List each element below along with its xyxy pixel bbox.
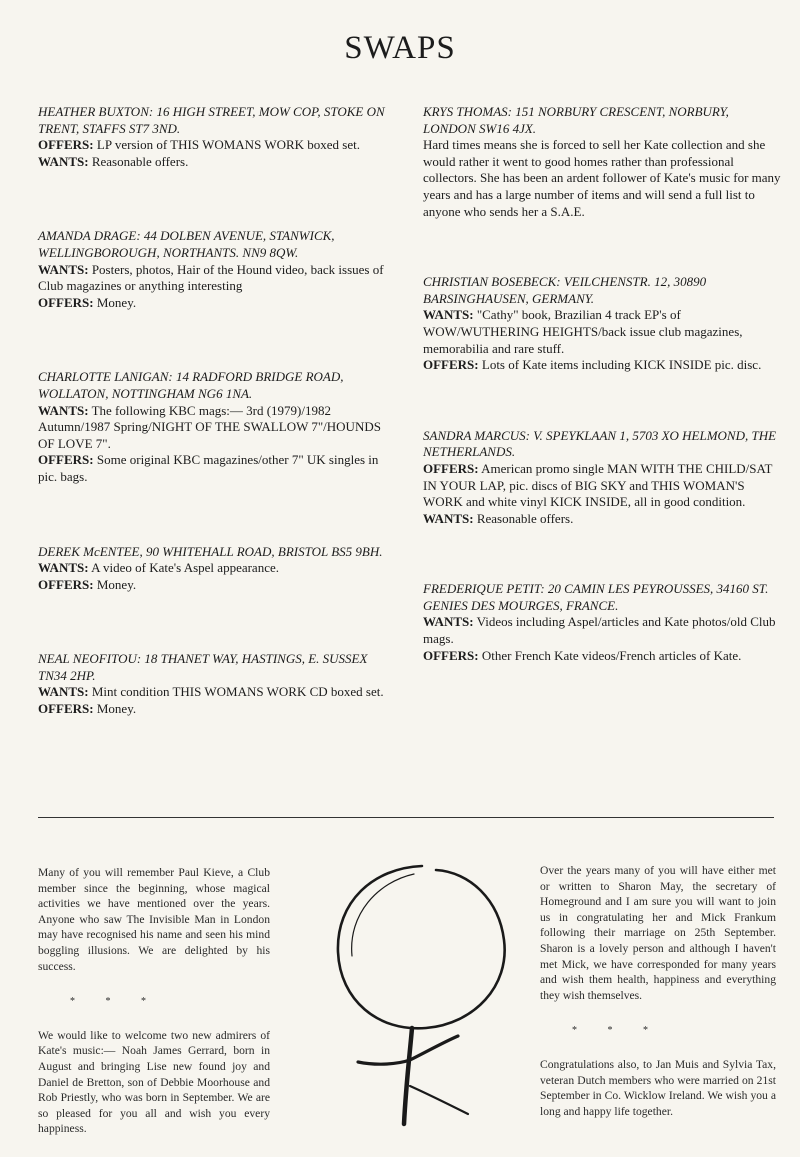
- swap-address: KRYS THOMAS: 151 NORBURY CRESCENT, NORBURY, LONDON SW16 4JX.: [423, 104, 729, 136]
- swap-line: [38, 452, 393, 485]
- swap-line: [38, 701, 393, 718]
- swap-line: [423, 511, 783, 528]
- swap-text: The following KBC mags:— 3rd (1979)/1982 Autumn/1987 Spring/NIGHT OF THE SWALLOW 7"/HOUNDS OF LOVE 7".: [38, 402, 381, 451]
- swap-text: Hard times means she is forced to sell her Kate collection and she would rather it went to good homes rather than professional collectors. She has been an ardent follower of Kate's music for many years and has a large number of items and will send a full list to anyone who sends her a S.A.E.: [423, 137, 781, 219]
- news-right-column: [540, 863, 776, 1119]
- swap-text: Reasonable offers.: [88, 153, 189, 169]
- swap-line: [38, 684, 393, 701]
- swap-text: Reasonable offers.: [473, 510, 574, 526]
- swap-line: [38, 137, 393, 154]
- section-stars: * * *: [572, 1025, 662, 1037]
- swap-address: CHARLOTTE LANIGAN: 14 RADFORD BRIDGE ROAD, WOLLATON, NOTTINGHAM NG6 1NA.: [38, 369, 344, 401]
- swap-text: Lots of Kate items including KICK INSIDE pic. disc.: [478, 357, 762, 373]
- swap-text: Some original KBC magazines/other 7" UK singles in pic. bags.: [38, 452, 379, 484]
- swap-entry: [38, 228, 393, 311]
- swap-label: WANTS:: [38, 153, 89, 169]
- swap-address: FREDERIQUE PETIT: 20 CAMIN LES PEYROUSSES, 34160 ST. GENIES DES MOURGES, FRANCE.: [423, 581, 769, 613]
- swap-label: OFFERS:: [38, 701, 94, 717]
- swap-text: American promo single MAN WITH THE CHILD/SAT IN YOUR LAP, pic. discs of BIG SKY and THIS WOMAN'S WORK and white vinyl KICK INSIDE, all in good condition.: [423, 460, 773, 510]
- news-left-column: [38, 865, 270, 1137]
- swap-entry: [38, 104, 393, 170]
- swap-label: WANTS:: [423, 614, 474, 630]
- swap-label: OFFERS:: [38, 576, 94, 592]
- swap-label: WANTS:: [38, 560, 89, 576]
- swap-label: OFFERS:: [38, 294, 94, 310]
- swap-label: OFFERS:: [423, 460, 479, 476]
- swap-line: [38, 560, 393, 577]
- swap-label: WANTS:: [423, 307, 474, 323]
- swap-line: [423, 461, 783, 511]
- swap-text: Other French Kate videos/French articles of Kate.: [478, 647, 742, 663]
- swap-label: WANTS:: [38, 261, 89, 277]
- swap-entry: [423, 428, 783, 528]
- swap-line: [423, 357, 783, 374]
- swap-line: [423, 648, 783, 665]
- swap-text: Money.: [93, 576, 137, 592]
- swap-line: [38, 295, 393, 312]
- swap-address: AMANDA DRAGE: 44 DOLBEN AVENUE, STANWICK, WELLINGBOROUGH, NORTHANTS. NN9 8QW.: [38, 228, 335, 260]
- symbol-circle-stroke: [338, 866, 505, 1028]
- swap-address: HEATHER BUXTON: 16 HIGH STREET, MOW COP, STOKE ON TRENT, STAFFS ST7 3ND.: [38, 104, 385, 136]
- swap-address: CHRISTIAN BOSEBECK: VEILCHENSTR. 12, 30890 BARSINGHAUSEN, GERMANY.: [423, 274, 707, 306]
- swap-line: [38, 403, 393, 453]
- swap-text: Money.: [93, 701, 137, 717]
- swap-entry: [423, 581, 783, 664]
- swap-text: A video of Kate's Aspel appearance.: [88, 560, 279, 576]
- swap-address: DEREK McENTEE, 90 WHITEHALL ROAD, BRISTOL BS5 9BH.: [38, 543, 383, 559]
- swap-line: [38, 262, 393, 295]
- news-paragraph: Congratulations also, to Jan Muis and Sylvia Tax, veteran Dutch members who were married on 21st September in Co. Wicklow Ireland. We wish you a long and happy life together.: [540, 1057, 776, 1118]
- swap-label: OFFERS:: [423, 357, 479, 373]
- swap-label: WANTS:: [423, 510, 474, 526]
- swap-text: Posters, photos, Hair of the Hound video, back issues of Club magazines or anything interesting: [38, 261, 384, 294]
- swap-label: OFFERS:: [38, 452, 94, 468]
- news-paragraph: We would like to welcome two new admirers of Kate's music:— Noah James Gerrard, born in August and bringing Lise new found joy and Daniel de Bretton, son of Debbie Moorhouse and Rob Priestly, who was born in September. We are so pleased for you all and wish you every happiness.: [38, 1028, 270, 1136]
- symbol-circle-stroke-2: [352, 874, 414, 956]
- swap-line: [38, 577, 393, 594]
- swap-address: NEAL NEOFITOU: 18 THANET WAY, HASTINGS, E. SUSSEX TN34 2HP.: [38, 651, 368, 683]
- symbol-stem-stroke: [404, 1028, 412, 1124]
- swap-entry: [38, 651, 393, 717]
- section-stars: * * *: [70, 996, 160, 1008]
- swaps-right-column: [423, 104, 783, 664]
- swap-entry: [38, 544, 393, 594]
- swap-entry: [423, 274, 783, 374]
- female-venus-symbol-icon: [318, 852, 548, 1142]
- section-divider: [38, 817, 774, 818]
- swap-label: WANTS:: [38, 402, 89, 418]
- swap-text: Money.: [93, 294, 137, 310]
- news-paragraph: Many of you will remember Paul Kieve, a Club member since the beginning, whose magical activities we have mentioned over the years. Anyone who saw The Invisible Man in London may have recognised his name and seen his mind boggling illusions. We are delighted by his success.: [38, 866, 270, 973]
- page-title: SWAPS: [344, 30, 456, 66]
- swap-line: [38, 154, 393, 171]
- swap-label: OFFERS:: [38, 137, 94, 153]
- swap-line: [423, 307, 783, 357]
- swap-text: "Cathy" book, Brazilian 4 track EP's of WOW/WUTHERING HEIGHTS/back issue club magazines, memorabilia and rare stuff.: [423, 307, 743, 356]
- swap-entry: [423, 104, 783, 220]
- swap-line: [423, 614, 783, 647]
- swap-line: [423, 137, 783, 220]
- swap-text: LP version of THIS WOMANS WORK boxed set.: [93, 137, 360, 153]
- swap-address: SANDRA MARCUS: V. SPEYKLAAN 1, 5703 XO HELMOND, THE NETHERLANDS.: [423, 427, 777, 460]
- symbol-diagonal-stroke: [410, 1086, 468, 1114]
- swap-text: Videos including Aspel/articles and Kate photos/old Club mags.: [423, 614, 776, 647]
- news-paragraph: Over the years many of you will have either met or written to Sharon May, the secretary of Homeground and I am sure you will want to join us in congratulating her and Mick Frankum following their marriage on 25th September. Sharon is a lovely person and although I haven't met Mick, we have corresponded for many years and wish them health, happiness and everything they wish themselves.: [540, 864, 776, 1002]
- swap-entry: [38, 369, 393, 485]
- swaps-left-column: [38, 104, 393, 718]
- swap-label: OFFERS:: [423, 647, 479, 663]
- swap-label: WANTS:: [38, 684, 89, 700]
- swap-text: Mint condition THIS WOMANS WORK CD boxed set.: [88, 684, 384, 700]
